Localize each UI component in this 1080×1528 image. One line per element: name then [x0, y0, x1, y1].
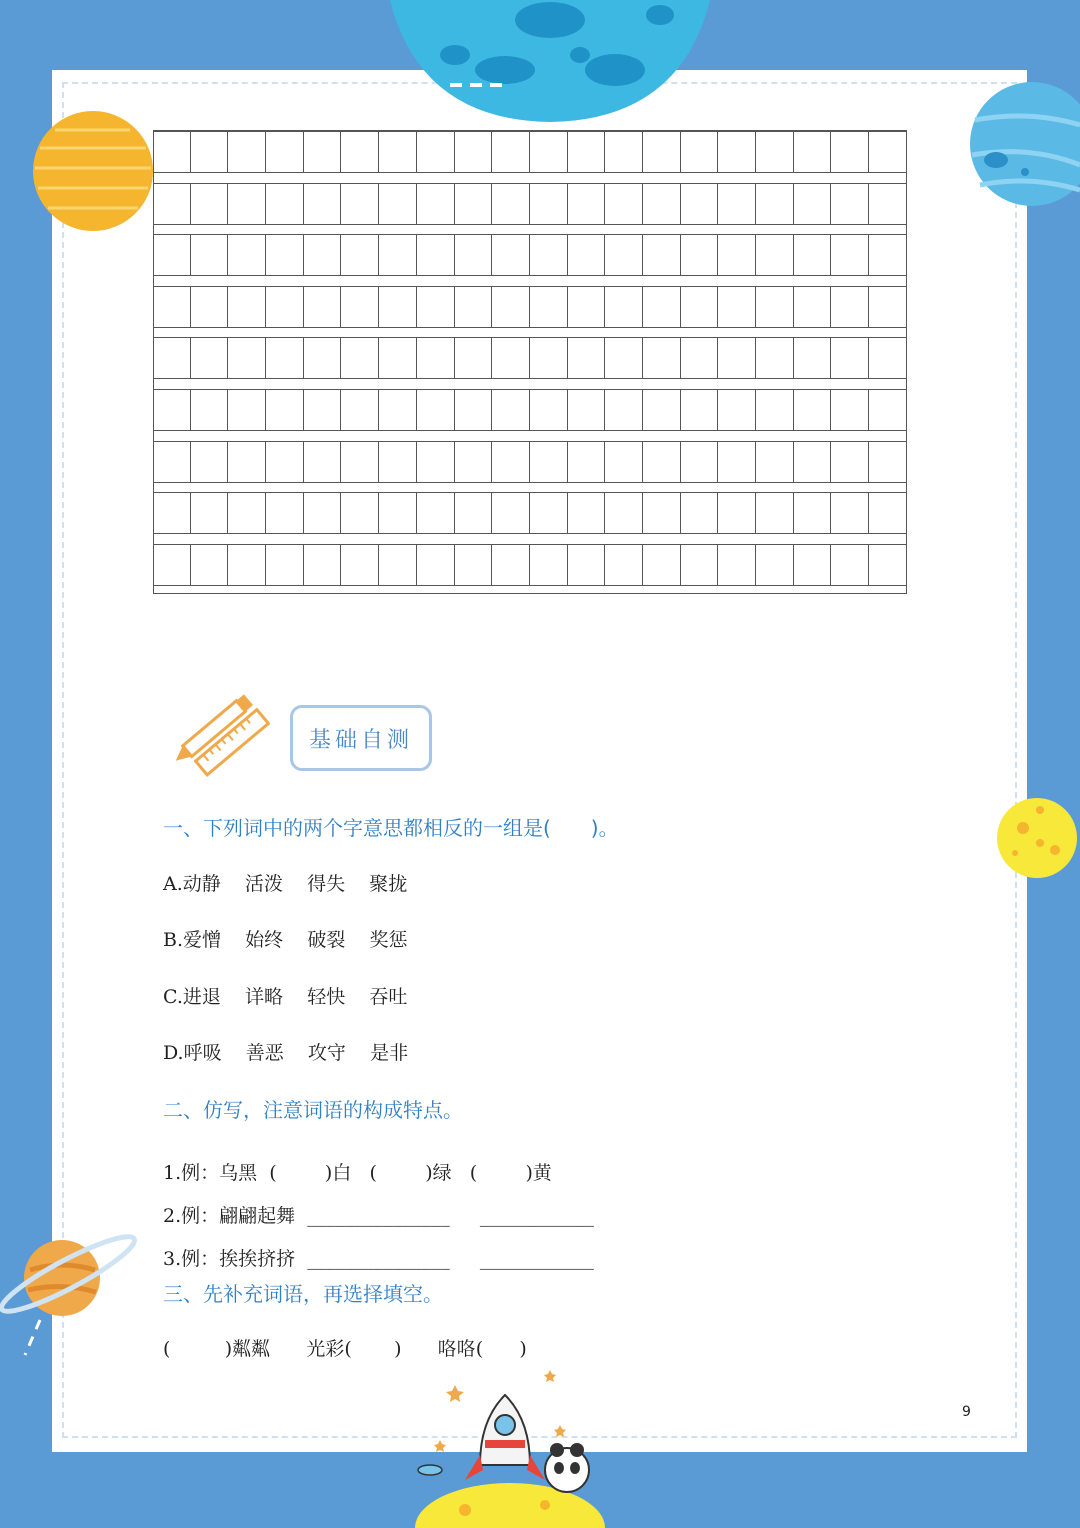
grid-cell	[530, 493, 568, 533]
grid-cell	[341, 545, 379, 585]
grid-cell	[643, 184, 681, 224]
question-2-heading: 二、仿写，注意词语的构成特点。	[163, 1098, 463, 1122]
grid-cell	[417, 287, 455, 327]
grid-cell	[341, 287, 379, 327]
grid-cell	[643, 442, 681, 482]
grid-cell	[831, 338, 869, 378]
grid-cell	[492, 390, 530, 430]
grid-cell	[831, 235, 869, 275]
question-3-line: ( )粼粼 光彩( ) 咯咯( )	[163, 1338, 527, 1360]
question-3-heading: 三、先补充词语，再选择填空。	[163, 1282, 443, 1306]
grid-cell	[718, 184, 756, 224]
grid-cell	[643, 338, 681, 378]
orange-planet-icon	[30, 108, 156, 234]
pencil-ruler-icon	[175, 688, 270, 783]
grid-cell	[341, 235, 379, 275]
question-2-line-3: 3.例：挨挨挤挤 _______________ ____________	[163, 1248, 594, 1270]
striped-blue-planet-icon	[970, 80, 1080, 208]
grid-cell	[568, 132, 606, 172]
grid-cell	[153, 235, 191, 275]
grid-cell	[605, 545, 643, 585]
grid-cell	[756, 235, 794, 275]
grid-cell	[228, 545, 266, 585]
grid-cell	[455, 545, 493, 585]
grid-cell	[869, 184, 907, 224]
grid-cell	[605, 287, 643, 327]
grid-cell	[718, 235, 756, 275]
grid-row	[153, 441, 907, 483]
grid-cell	[605, 493, 643, 533]
grid-cell	[605, 442, 643, 482]
grid-cell	[266, 338, 304, 378]
grid-cell	[191, 545, 229, 585]
grid-cell	[492, 545, 530, 585]
grid-cell	[191, 338, 229, 378]
grid-cell	[379, 132, 417, 172]
grid-cell	[304, 132, 342, 172]
grid-cell	[191, 235, 229, 275]
grid-cell	[605, 390, 643, 430]
question-1-option-c: C.进退 详略 轻快 吞吐	[163, 986, 408, 1008]
grid-cell	[266, 493, 304, 533]
grid-cell	[831, 390, 869, 430]
grid-cell	[681, 493, 719, 533]
grid-cell	[417, 132, 455, 172]
grid-cell	[681, 390, 719, 430]
grid-cell	[643, 545, 681, 585]
grid-cell	[455, 132, 493, 172]
grid-cell	[718, 287, 756, 327]
question-1-heading: 一、下列词中的两个字意思都相反的一组是( )。	[163, 816, 619, 840]
grid-cell	[341, 442, 379, 482]
grid-cell	[718, 493, 756, 533]
question-2-line-2: 2.例：翩翩起舞 _______________ ____________	[163, 1205, 594, 1227]
question-1-option-a: A.动静 活泼 得失 聚拢	[163, 873, 408, 895]
grid-cell	[455, 235, 493, 275]
grid-cell	[605, 184, 643, 224]
grid-cell	[417, 184, 455, 224]
grid-cell	[153, 132, 191, 172]
grid-cell	[530, 287, 568, 327]
grid-cell	[455, 287, 493, 327]
grid-cell	[304, 287, 342, 327]
grid-cell	[341, 132, 379, 172]
grid-cell	[228, 338, 266, 378]
grid-cell	[455, 493, 493, 533]
grid-cell	[718, 545, 756, 585]
grid-cell	[341, 184, 379, 224]
grid-row	[153, 131, 907, 173]
grid-cell	[341, 338, 379, 378]
grid-cell	[228, 235, 266, 275]
grid-cell	[681, 235, 719, 275]
grid-cell	[794, 184, 832, 224]
grid-cell	[568, 390, 606, 430]
grid-cell	[266, 184, 304, 224]
grid-cell	[869, 442, 907, 482]
grid-cell	[417, 390, 455, 430]
grid-cell	[492, 132, 530, 172]
grid-cell	[191, 287, 229, 327]
grid-cell	[831, 184, 869, 224]
grid-cell	[266, 235, 304, 275]
rocket-panda-icon	[405, 1370, 615, 1528]
grid-cell	[869, 287, 907, 327]
grid-cell	[794, 132, 832, 172]
grid-cell	[568, 184, 606, 224]
grid-cell	[379, 287, 417, 327]
grid-cell	[568, 442, 606, 482]
grid-cell	[681, 442, 719, 482]
grid-cell	[869, 545, 907, 585]
grid-cell	[869, 132, 907, 172]
grid-cell	[153, 442, 191, 482]
grid-cell	[643, 493, 681, 533]
grid-cell	[191, 390, 229, 430]
grid-cell	[756, 338, 794, 378]
grid-cell	[568, 545, 606, 585]
grid-cell	[643, 235, 681, 275]
grid-cell	[455, 338, 493, 378]
grid-cell	[756, 390, 794, 430]
grid-cell	[455, 442, 493, 482]
grid-cell	[492, 235, 530, 275]
grid-row	[153, 183, 907, 225]
grid-cell	[681, 132, 719, 172]
question-2-line-1: 1.例：乌黑 ( )白 ( )绿 ( )黄	[163, 1162, 552, 1184]
grid-cell	[228, 132, 266, 172]
grid-cell	[492, 493, 530, 533]
grid-cell	[191, 132, 229, 172]
grid-cell	[530, 235, 568, 275]
grid-cell	[869, 493, 907, 533]
grid-cell	[681, 287, 719, 327]
grid-cell	[228, 184, 266, 224]
grid-row	[153, 389, 907, 431]
grid-cell	[379, 390, 417, 430]
grid-cell	[530, 338, 568, 378]
grid-cell	[191, 493, 229, 533]
grid-cell	[794, 338, 832, 378]
grid-cell	[756, 545, 794, 585]
grid-row	[153, 492, 907, 534]
grid-cell	[153, 287, 191, 327]
grid-cell	[153, 545, 191, 585]
grid-cell	[153, 184, 191, 224]
grid-cell	[191, 442, 229, 482]
grid-cell	[341, 390, 379, 430]
grid-cell	[681, 545, 719, 585]
section-badge: 基础自测	[290, 705, 432, 771]
grid-cell	[228, 287, 266, 327]
grid-cell	[831, 287, 869, 327]
grid-cell	[379, 338, 417, 378]
grid-cell	[794, 493, 832, 533]
grid-cell	[266, 442, 304, 482]
grid-cell	[417, 235, 455, 275]
grid-cell	[718, 338, 756, 378]
grid-cell	[304, 338, 342, 378]
page-number: 9	[962, 1404, 971, 1420]
grid-cell	[831, 442, 869, 482]
grid-cell	[869, 338, 907, 378]
grid-cell	[379, 442, 417, 482]
grid-cell	[530, 390, 568, 430]
grid-cell	[831, 132, 869, 172]
grid-cell	[869, 235, 907, 275]
grid-cell	[568, 235, 606, 275]
yellow-moon-icon	[995, 798, 1080, 878]
grid-cell	[605, 235, 643, 275]
grid-cell	[605, 132, 643, 172]
grid-cell	[417, 493, 455, 533]
grid-cell	[681, 184, 719, 224]
grid-cell	[568, 493, 606, 533]
grid-cell	[756, 287, 794, 327]
grid-cell	[379, 235, 417, 275]
grid-cell	[794, 235, 832, 275]
grid-cell	[455, 390, 493, 430]
grid-cell	[756, 184, 794, 224]
grid-cell	[304, 184, 342, 224]
grid-cell	[417, 545, 455, 585]
grid-cell	[568, 287, 606, 327]
grid-cell	[304, 493, 342, 533]
grid-cell	[153, 390, 191, 430]
grid-cell	[869, 390, 907, 430]
grid-cell	[831, 545, 869, 585]
grid-cell	[191, 184, 229, 224]
grid-cell	[756, 493, 794, 533]
grid-cell	[794, 390, 832, 430]
grid-cell	[530, 132, 568, 172]
grid-cell	[228, 390, 266, 430]
grid-row	[153, 234, 907, 276]
grid-cell	[417, 442, 455, 482]
grid-cell	[718, 390, 756, 430]
grid-row	[153, 286, 907, 328]
grid-cell	[530, 442, 568, 482]
grid-cell	[530, 545, 568, 585]
grid-cell	[304, 390, 342, 430]
grid-row	[153, 337, 907, 379]
grid-cell	[681, 338, 719, 378]
grid-cell	[417, 338, 455, 378]
grid-cell	[492, 338, 530, 378]
grid-cell	[455, 184, 493, 224]
grid-cell	[379, 184, 417, 224]
grid-cell	[530, 184, 568, 224]
writing-grid	[153, 130, 907, 594]
big-blue-planet-icon	[380, 0, 720, 125]
grid-cell	[304, 442, 342, 482]
grid-cell	[304, 545, 342, 585]
grid-cell	[718, 132, 756, 172]
grid-cell	[756, 132, 794, 172]
grid-cell	[266, 132, 304, 172]
grid-cell	[794, 545, 832, 585]
grid-cell	[341, 493, 379, 533]
grid-cell	[831, 493, 869, 533]
grid-cell	[304, 235, 342, 275]
grid-cell	[266, 390, 304, 430]
grid-cell	[266, 287, 304, 327]
grid-cell	[794, 442, 832, 482]
grid-cell	[756, 442, 794, 482]
question-1-option-b: B.爱憎 始终 破裂 奖惩	[163, 929, 408, 951]
grid-cell	[718, 442, 756, 482]
grid-cell	[228, 493, 266, 533]
grid-cell	[153, 338, 191, 378]
grid-cell	[492, 287, 530, 327]
grid-cell	[643, 287, 681, 327]
grid-cell	[643, 132, 681, 172]
grid-cell	[266, 545, 304, 585]
grid-cell	[492, 184, 530, 224]
grid-cell	[228, 442, 266, 482]
ringed-planet-icon	[0, 1230, 140, 1360]
question-1-option-d: D.呼吸 善恶 攻守 是非	[163, 1042, 409, 1064]
grid-cell	[492, 442, 530, 482]
grid-cell	[643, 390, 681, 430]
grid-cell	[153, 493, 191, 533]
grid-cell	[379, 493, 417, 533]
grid-cell	[794, 287, 832, 327]
grid-cell	[568, 338, 606, 378]
grid-cell	[379, 545, 417, 585]
grid-cell	[605, 338, 643, 378]
grid-row	[153, 544, 907, 586]
